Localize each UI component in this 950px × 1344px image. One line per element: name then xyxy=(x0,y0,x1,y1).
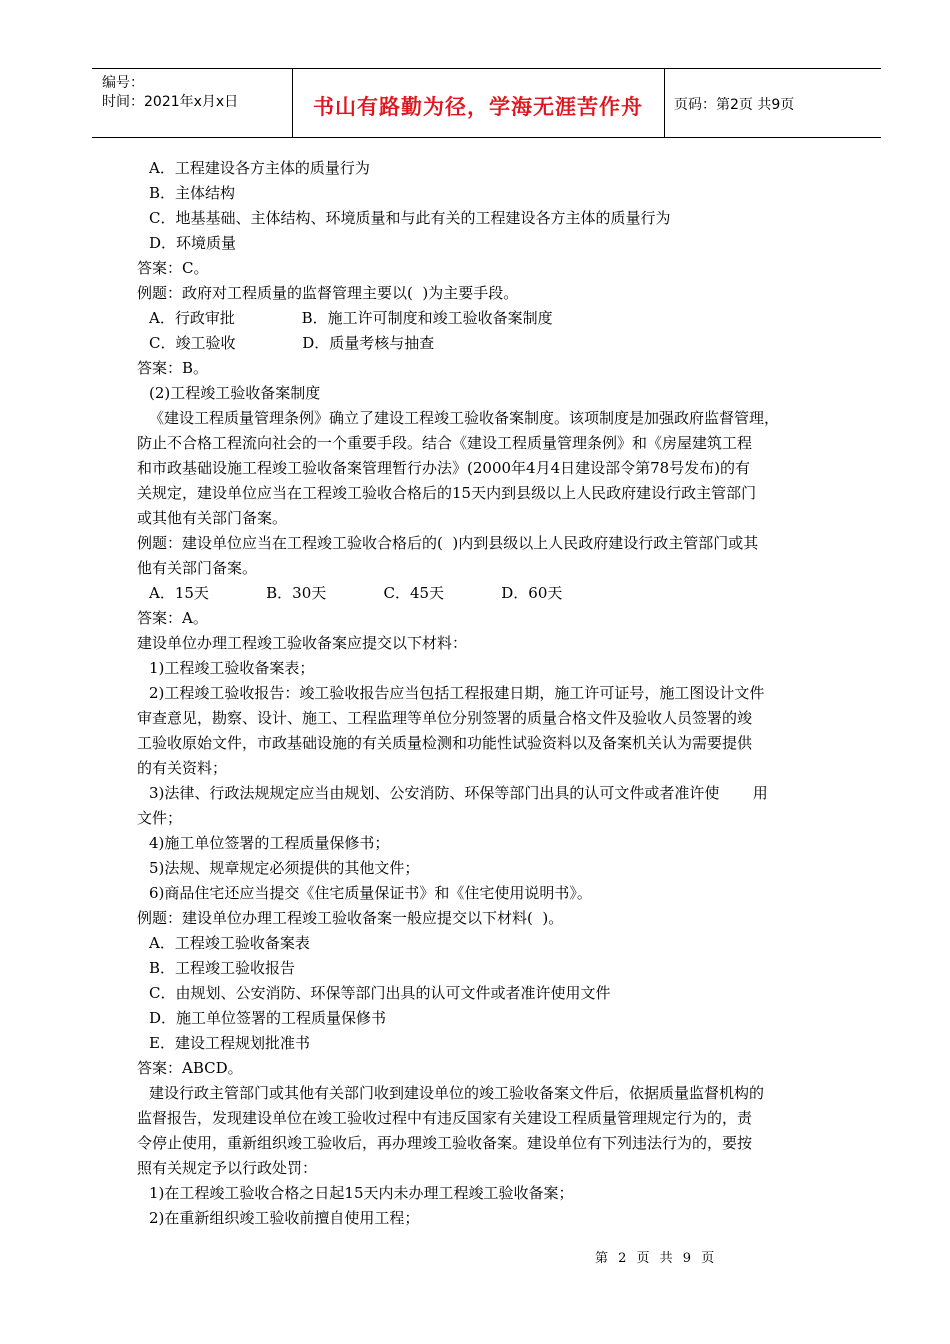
list-item: 2)在重新组织竣工验收前擅自使用工程； xyxy=(149,1209,420,1227)
option-line: C．竣工验收 D．质量考核与抽查 xyxy=(149,334,435,352)
paragraph-line: 监督报告，发现建设单位在竣工验收过程中有违反国家有关建设工程质量管理规定行为的，责 xyxy=(137,1109,753,1127)
list-item: 文件； xyxy=(137,809,183,827)
page-label: 页码：第2页 共9页 xyxy=(674,97,795,113)
answer-line: 答案：B。 xyxy=(137,359,209,377)
list-item: 2)工程竣工验收报告：竣工验收报告应当包括工程报建日期，施工许可证号，施工图设计文件 xyxy=(149,684,765,702)
answer-line: 答案：ABCD。 xyxy=(137,1059,243,1077)
paragraph-line: 令停止使用，重新组织竣工验收后，再办理竣工验收备案。建设单位有下列违法行为的，要按 xyxy=(137,1134,753,1152)
option-line: A．行政审批 B．施工许可制度和竣工验收备案制度 xyxy=(149,309,553,327)
header-motto-cell xyxy=(292,69,665,137)
header-page-cell xyxy=(664,69,881,137)
option-line: A．15天 B．30天 C．45天 D．60天 xyxy=(149,584,563,602)
header-left-cell xyxy=(92,69,293,137)
option-line: D．施工单位签署的工程质量保修书 xyxy=(149,1009,387,1027)
option-line: B．主体结构 xyxy=(149,184,236,202)
section-heading: (2)工程竣工验收备案制度 xyxy=(149,384,321,402)
option-line: E．建设工程规划批准书 xyxy=(149,1034,310,1052)
question-line: 例题：政府对工程质量的监督管理主要以( )为主要手段。 xyxy=(137,284,519,302)
motto-text: 书山有路勤为径，学海无涯苦作舟 xyxy=(313,95,643,119)
question-line: 他有关部门备案。 xyxy=(137,559,258,577)
list-item: 1)在工程竣工验收合格之日起15天内未办理工程竣工验收备案； xyxy=(149,1184,574,1202)
list-item: 3)法律、行政法规规定应当由规划、公安消防、环保等部门出具的认可文件或者准许使 用 xyxy=(149,784,768,802)
option-line: A．工程竣工验收备案表 xyxy=(149,934,310,952)
list-item: 5)法规、规章规定必须提供的其他文件； xyxy=(149,859,420,877)
number-label: 编号： xyxy=(102,75,144,91)
list-item: 1)工程竣工验收备案表； xyxy=(149,659,315,677)
paragraph-line: 建设行政主管部门或其他有关部门收到建设单位的竣工验收备案文件后，依据质量监督机构的 xyxy=(149,1084,765,1102)
page-header xyxy=(92,68,881,138)
option-line: C．由规划、公安消防、环保等部门出具的认可文件或者准许使用文件 xyxy=(149,984,611,1002)
paragraph-line: 《建设工程质量管理条例》确立了建设工程竣工验收备案制度。该项制度是加强政府监督管理， xyxy=(149,409,780,427)
list-item: 工验收原始文件，市政基础设施的有关质量检测和功能性试验资料以及备案机关认为需要提供 xyxy=(137,734,753,752)
option-line: C．地基基础、主体结构、环境质量和与此有关的工程建设各方主体的质量行为 xyxy=(149,209,671,227)
paragraph-line: 建设单位办理工程竣工验收备案应提交以下材料： xyxy=(137,634,468,652)
paragraph-line: 或其他有关部门备案。 xyxy=(137,509,288,527)
paragraph-line: 关规定，建设单位应当在工程竣工验收合格后的15天内到县级以上人民政府建设行政主管部门 xyxy=(137,484,757,502)
paragraph-line: 防止不合格工程流向社会的一个重要手段。结合《建设工程质量管理条例》和《房屋建筑工程 xyxy=(137,434,753,452)
list-item: 审查意见，勘察、设计、施工、工程监理等单位分别签署的质量合格文件及验收人员签署的竣 xyxy=(137,709,753,727)
list-item: 的有关资料； xyxy=(137,759,228,777)
footer-page-number: 第 2 页 共 9 页 xyxy=(595,1251,718,1266)
question-line: 例题：建设单位办理工程竣工验收备案一般应提交以下材料( )。 xyxy=(137,909,564,927)
list-item: 6)商品住宅还应当提交《住宅质量保证书》和《住宅使用说明书》。 xyxy=(149,884,592,902)
time-label: 时间：2021年x月x日 xyxy=(102,94,239,110)
paragraph-line: 和市政基础设施工程竣工验收备案管理暂行办法》(2000年4月4日建设部令第78号发布)的有 xyxy=(137,459,751,477)
answer-line: 答案：C。 xyxy=(137,259,209,277)
option-line: B．工程竣工验收报告 xyxy=(149,959,296,977)
question-line: 例题：建设单位应当在工程竣工验收合格后的( )内到县级以上人民政府建设行政主管部门或其 xyxy=(137,534,759,552)
list-item: 4)施工单位签署的工程质量保修书； xyxy=(149,834,390,852)
option-line: D．环境质量 xyxy=(149,234,237,252)
option-line: A．工程建设各方主体的质量行为 xyxy=(149,159,370,177)
answer-line: 答案：A。 xyxy=(137,609,208,627)
paragraph-line: 照有关规定予以行政处罚： xyxy=(137,1159,318,1177)
